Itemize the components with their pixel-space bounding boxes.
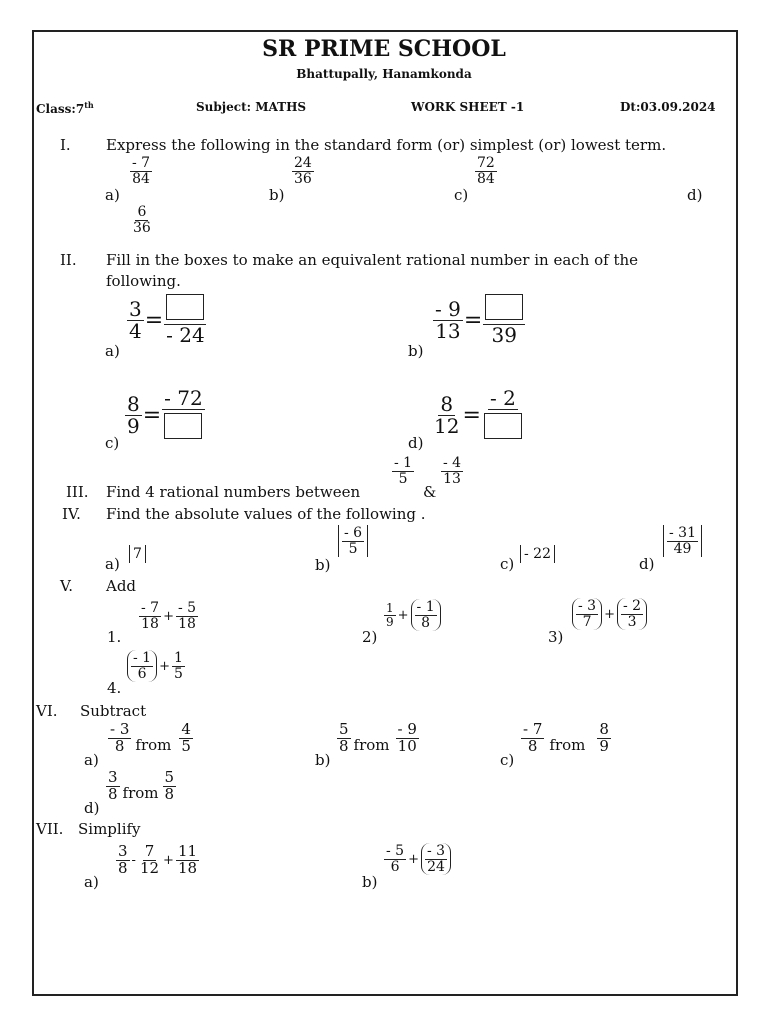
q2-a-equation: $\frac{3}{4}$ = - 24: [127, 294, 207, 346]
q3-fraction-1: - 1 5: [394, 455, 413, 487]
q6-a-expression: - 3 8 from 4 5: [110, 720, 191, 755]
q6-d-expression: 3 8 from 5 8: [108, 768, 175, 803]
q3-fraction-2: - 4 13: [443, 455, 462, 487]
worksheet-label: WORK SHEET -1: [411, 100, 525, 114]
q1-d-label: d): [687, 186, 703, 204]
school-name: SR PRIME SCHOOL: [262, 36, 506, 62]
q6-c-label: c): [500, 751, 515, 769]
q4-c-label: c): [500, 555, 515, 573]
q6-number: VI.: [36, 702, 58, 720]
q4-a-absolute: 7: [129, 545, 146, 563]
q7-a-expression: 3 8 - 7 12 + $\frac{11}{18}$: [118, 842, 198, 877]
q4-d-absolute: - 31 49: [663, 525, 702, 557]
q2-d-label: d): [408, 434, 424, 452]
answer-box[interactable]: [484, 413, 522, 439]
date-label: Dt:03.09.2024: [620, 100, 716, 114]
answer-box[interactable]: [164, 413, 202, 439]
q2-b-equation: $\frac{- 9}{13}$ = 39: [433, 294, 525, 346]
q2-a-label: a): [105, 342, 120, 360]
q2-c-label: c): [105, 434, 120, 452]
q1-text: Express the following in the standard form (or) simplest (or) lowest term.: [106, 136, 667, 154]
q5-3-label: 3): [548, 628, 564, 646]
q6-c-expression: - 7 8 from 8 9: [523, 720, 609, 755]
q1-b-fraction: 24 36: [294, 155, 312, 187]
class-label: Class:7th: [36, 100, 94, 116]
school-location: Bhattupally, Hanamkonda: [296, 67, 472, 81]
q2-text-line2: following.: [106, 272, 181, 290]
q3-text: Find 4 rational numbers between: [106, 483, 361, 501]
q3-number: III.: [66, 483, 89, 501]
q2-c-equation: $\frac{8}{9}$ = - 72: [127, 386, 203, 438]
q7-a-label: a): [84, 873, 99, 891]
q2-d-equation: $\frac{8}{12}$ = - 2: [432, 388, 524, 443]
q5-1-label: 1.: [107, 628, 122, 646]
q4-b-absolute: - 6 5: [338, 525, 368, 557]
answer-box[interactable]: [166, 294, 204, 320]
q4-d-label: d): [639, 555, 655, 573]
q5-1-expression: - 7 18 + $\frac{- 5}{18}$: [141, 600, 197, 632]
q5-number: V.: [60, 577, 73, 595]
q7-text: Simplify: [78, 820, 141, 838]
q1-a-label: a): [105, 186, 120, 204]
q1-a-fraction: - 7 84: [132, 155, 151, 187]
q1-number: I.: [60, 136, 71, 154]
q6-b-expression: 5 8 from - 9 10: [339, 720, 417, 755]
q2-number: II.: [60, 251, 77, 269]
q4-text: Find the absolute values of the following .: [106, 505, 426, 523]
q1-c-label: c): [454, 186, 469, 204]
q4-a-label: a): [105, 555, 120, 573]
answer-box[interactable]: [485, 294, 523, 320]
q5-text: Add: [106, 577, 137, 595]
q5-3-expression: - 3 7 + - 2 3: [572, 598, 647, 630]
q6-text: Subtract: [80, 702, 147, 720]
q5-4-label: 4.: [107, 679, 122, 697]
q3-ampersand: &: [423, 483, 437, 501]
q6-b-label: b): [315, 751, 331, 769]
q5-2-label: 2): [362, 628, 378, 646]
q4-b-label: b): [315, 556, 331, 574]
q5-4-expression: - 1 6 + $\frac{1}{5}$: [127, 650, 185, 682]
q1-c-fraction: 72 84: [477, 155, 495, 187]
q4-c-absolute: - 22: [520, 545, 555, 563]
q7-b-expression: - 5 6 + - 3 24: [384, 843, 451, 875]
q1-b-label: b): [269, 186, 285, 204]
q4-number: IV.: [62, 505, 81, 523]
q1-d-fraction: 6 36: [133, 204, 151, 236]
q6-a-label: a): [84, 751, 99, 769]
q7-number: VII.: [36, 820, 64, 838]
q7-b-label: b): [362, 873, 378, 891]
q5-2-expression: 1 9 + - 1 8: [384, 599, 441, 631]
q6-d-label: d): [84, 799, 100, 817]
q2-b-label: b): [408, 342, 424, 360]
q2-text-line1: Fill in the boxes to make an equivalent rational number in each of the: [106, 251, 639, 269]
subject-label: Subject: MATHS: [196, 100, 307, 114]
